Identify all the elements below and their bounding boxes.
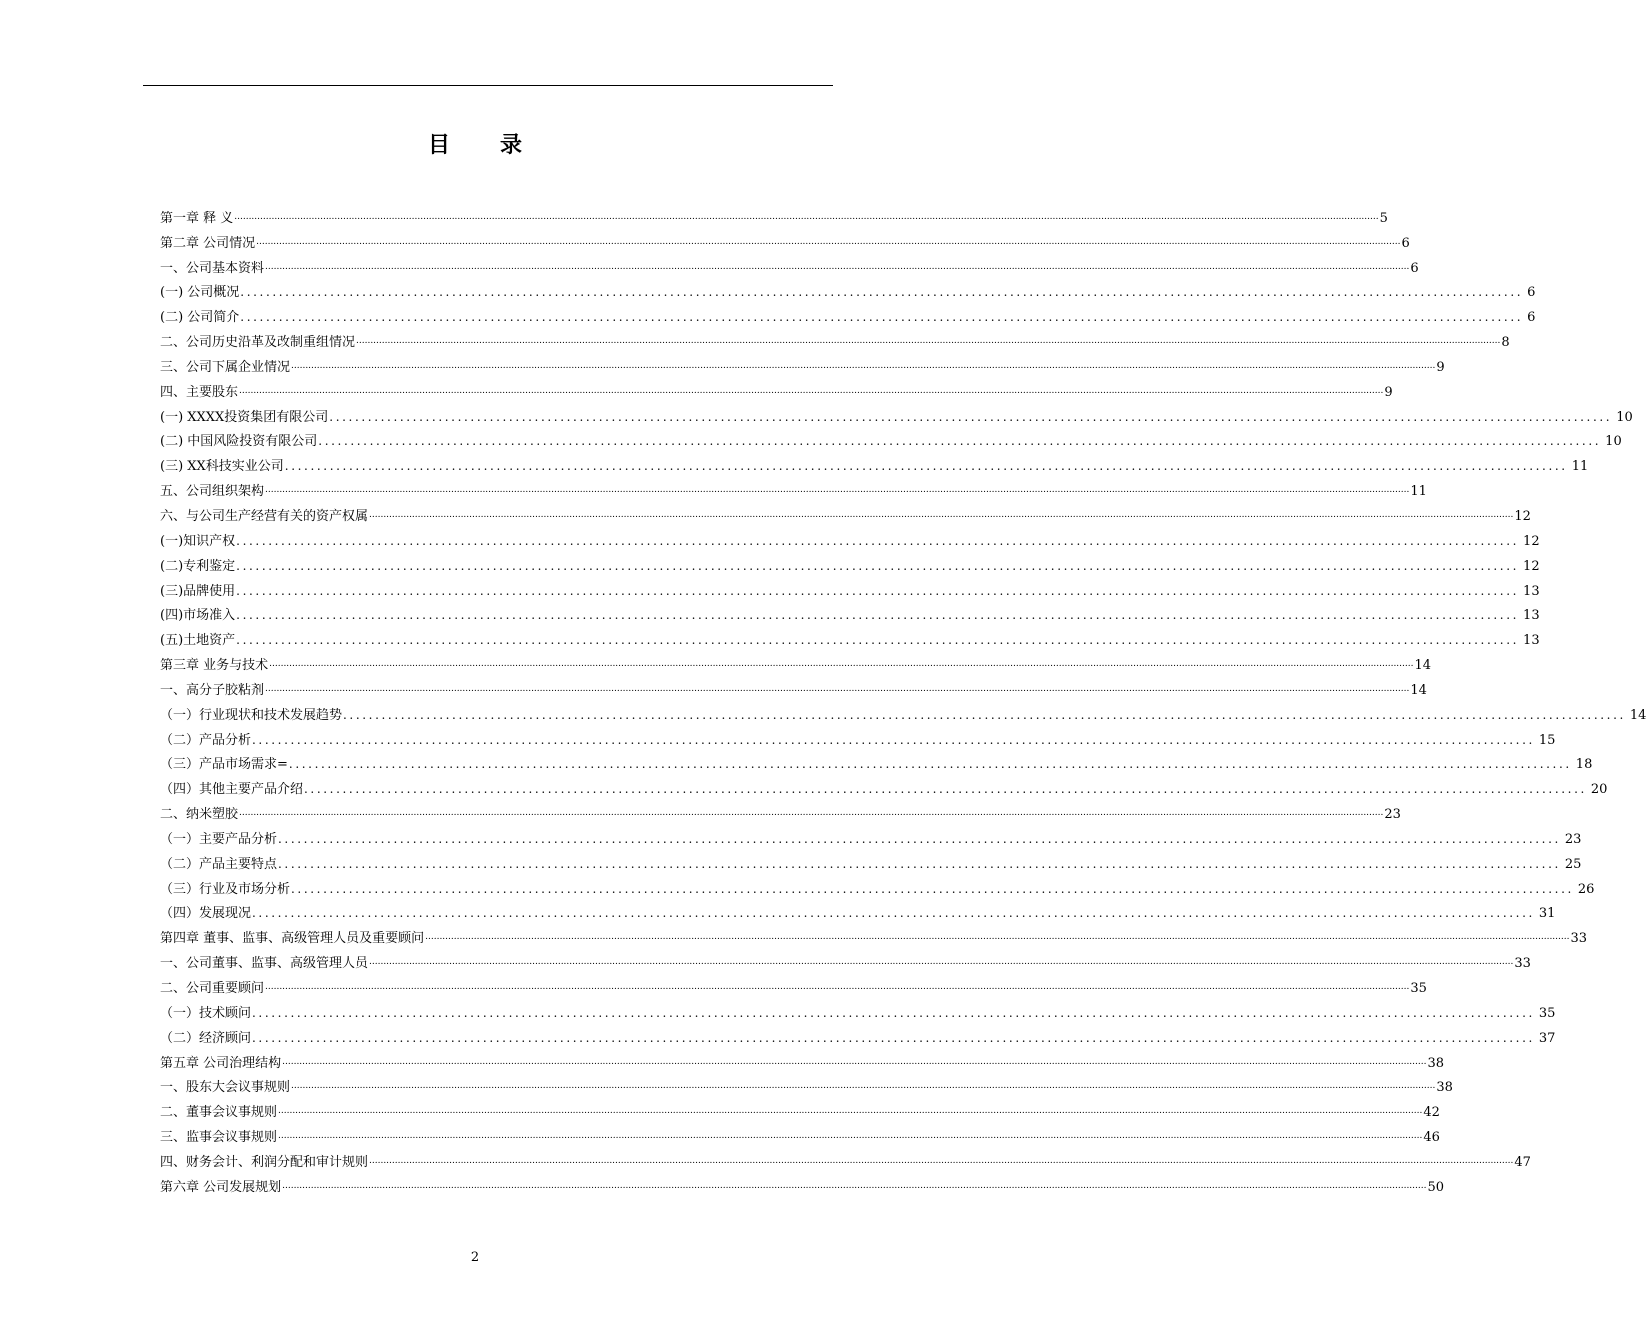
toc-entry-label: （一）技术顾问 <box>160 1005 252 1021</box>
toc-dot-leader: ........................................................................................................................................................................................................ <box>236 583 1520 598</box>
toc-entry[interactable] <box>160 798 1401 823</box>
toc-entry[interactable] <box>160 699 1646 724</box>
toc-entry[interactable] <box>160 1072 1453 1097</box>
toc-dot-leader: ........................................................................................................................................................................................................ <box>252 732 1535 747</box>
toc-entry-page: 9 <box>1384 384 1393 400</box>
toc-entry[interactable] <box>160 947 1531 972</box>
toc-entry[interactable] <box>160 475 1427 500</box>
toc-entry-page: 23 <box>1384 807 1401 823</box>
toc-entry[interactable] <box>160 848 1582 873</box>
toc-entry-page: 10 <box>1605 434 1622 450</box>
toc-entry-label: 四、财务会计、利润分配和审计规则 <box>160 1154 369 1170</box>
toc-entry-page: 6 <box>1527 285 1536 301</box>
toc-entry-label: (四)市场准入 <box>160 608 236 624</box>
toc-dot-leader: ................................................................................................................................................................................................................................................................................................................................................................................................................ <box>282 1056 1427 1067</box>
toc-dot-leader: ........................................................................................................................................................................................................ <box>252 1005 1535 1020</box>
page-title <box>0 128 950 159</box>
toc-entry-page: 10 <box>1616 409 1633 425</box>
toc-entry-page: 33 <box>1570 931 1588 947</box>
header-rule <box>143 85 833 86</box>
toc-entry[interactable] <box>160 525 1540 550</box>
toc-dot-leader: ................................................................................................................................................................................................................................................................................................................................................................................................................ <box>265 261 1410 272</box>
toc-entry[interactable] <box>160 1047 1445 1072</box>
toc-entry-page: 35 <box>1410 981 1427 996</box>
title-char-1: 目 <box>427 133 450 158</box>
toc-dot-leader: ................................................................................................................................................................................................................................................................................................................................................................................................................ <box>265 982 1410 992</box>
toc-entry-label: 一、高分子胶粘剂 <box>160 682 265 698</box>
toc-entry[interactable] <box>160 550 1540 575</box>
toc-entry-label: (二)专利鉴定 <box>160 558 236 574</box>
toc-entry[interactable] <box>160 749 1593 774</box>
toc-entry[interactable] <box>160 575 1540 600</box>
toc-entry-page: 6 <box>1527 310 1536 326</box>
toc-entry[interactable] <box>160 724 1556 749</box>
toc-dot-leader: ................................................................................................................................................................................................................................................................................................................................................................................................................ <box>425 932 1570 943</box>
toc-entry-label: 二、纳米塑胶 <box>160 807 239 823</box>
toc-entry[interactable] <box>160 401 1633 426</box>
toc-entry-label: (三)品牌使用 <box>160 583 236 599</box>
toc-entry-label: （二）产品主要特点 <box>160 856 278 872</box>
toc-entry-label: 二、公司重要顾问 <box>160 981 265 996</box>
toc-entry-page: 38 <box>1427 1055 1445 1071</box>
toc-dot-leader: ........................................................................................................................................................................................................ <box>288 757 1572 772</box>
toc-dot-leader: ................................................................................................................................................................................................................................................................................................................................................................................................................ <box>256 236 1401 247</box>
toc-entry-page: 8 <box>1501 335 1510 351</box>
toc-entry-label: (一)知识产权 <box>160 533 236 549</box>
toc-dot-leader: ................................................................................................................................................................................................................................................................................................................................................................................................................ <box>291 1081 1436 1092</box>
toc-entry-page: 42 <box>1423 1105 1440 1121</box>
toc-entry-label: 第二章 公司情况 <box>160 235 256 251</box>
toc-entry-page: 47 <box>1514 1154 1531 1170</box>
toc-dot-leader: ................................................................................................................................................................................................................................................................................................................................................................................................................ <box>291 360 1436 371</box>
toc-dot-leader: ........................................................................................................................................................................................................ <box>236 633 1520 648</box>
toc-entry-page: 46 <box>1423 1130 1440 1146</box>
toc-entry-label: 第六章 公司发展规划 <box>160 1179 282 1195</box>
toc-entry-label: 一、股东大会议事规则 <box>160 1080 291 1096</box>
toc-entry-label: （三）产品市场需求= <box>160 757 288 773</box>
toc-dot-leader: ................................................................................................................................................................................................................................................................................................................................................................................................................ <box>239 385 1384 396</box>
toc-entry-label: 第三章 业务与技术 <box>160 658 269 674</box>
toc-entry-page: 6 <box>1410 260 1419 276</box>
toc-dot-leader: ................................................................................................................................................................................................................................................................................................................................................................................................................ <box>269 659 1414 670</box>
toc-entry-label: 第五章 公司治理结构 <box>160 1055 282 1071</box>
toc-entry[interactable] <box>160 1121 1440 1146</box>
toc-dot-leader: ................................................................................................................................................................................................................................................................................................................................................................................................................ <box>278 1106 1423 1117</box>
toc-entry-label: 一、公司基本资料 <box>160 260 265 276</box>
toc-entry-page: 25 <box>1564 856 1582 872</box>
toc-entry-page: 31 <box>1538 906 1556 922</box>
toc-entry[interactable] <box>160 1146 1531 1171</box>
toc-entry[interactable] <box>160 376 1393 401</box>
toc-dot-leader: ........................................................................................................................................................................................................ <box>240 310 1524 325</box>
toc-entry-page: 12 <box>1514 508 1531 524</box>
toc-entry-label: （一）主要产品分析 <box>160 831 278 847</box>
toc-entry[interactable] <box>160 773 1608 798</box>
toc-entry[interactable] <box>160 202 1388 227</box>
toc-entry[interactable] <box>160 997 1556 1022</box>
toc-entry-page: 26 <box>1577 881 1595 897</box>
toc-entry[interactable] <box>160 624 1540 649</box>
toc-entry-label: (二) 中国风险投资有限公司 <box>160 434 318 450</box>
toc-entry-page: 23 <box>1564 831 1582 847</box>
page-number: 2 <box>470 1250 480 1265</box>
toc-dot-leader: ................................................................................................................................................................................................................................................................................................................................................................................................................ <box>369 957 1514 968</box>
toc-entry-label: 四、主要股东 <box>160 384 239 400</box>
toc-entry[interactable] <box>160 898 1556 923</box>
toc-dot-leader: ................................................................................................................................................................................................................................................................................................................................................................................................................ <box>369 1155 1514 1166</box>
toc-entry-page: 5 <box>1379 210 1388 226</box>
toc-entry-label: (一) 公司概况 <box>160 285 240 301</box>
toc-entry[interactable] <box>160 649 1432 674</box>
toc-entry-label: （四）其他主要产品介绍 <box>160 782 304 798</box>
toc-entry-label: (一) XXXX投资集团有限公司 <box>160 409 329 425</box>
toc-dot-leader: ........................................................................................................................................................................................................ <box>343 707 1626 722</box>
table-of-contents <box>160 202 1646 1196</box>
toc-entry-page: 37 <box>1538 1030 1556 1046</box>
toc-entry-label: 一、公司董事、监事、高级管理人员 <box>160 956 369 972</box>
toc-entry-label: 第四章 董事、监事、高级管理人员及重要顾问 <box>160 931 425 947</box>
toc-entry-label: 三、监事会议事规则 <box>160 1130 278 1146</box>
toc-entry-label: （三）行业及市场分析 <box>160 881 291 897</box>
toc-dot-leader: ........................................................................................................................................................................................................ <box>278 856 1561 871</box>
toc-entry-page: 12 <box>1523 533 1540 549</box>
toc-entry-page: 13 <box>1523 633 1540 649</box>
toc-entry[interactable] <box>160 823 1582 848</box>
toc-entry[interactable] <box>160 674 1427 699</box>
toc-entry-label: （一）行业现状和技术发展趋势 <box>160 707 343 723</box>
toc-dot-leader: ........................................................................................................................................................................................................ <box>236 608 1520 623</box>
toc-dot-leader: ........................................................................................................................................................................................................ <box>318 434 1602 449</box>
toc-dot-leader: ................................................................................................................................................................................................................................................................................................................................................................................................................ <box>234 211 1379 222</box>
toc-entry-label: 二、董事会议事规则 <box>160 1105 278 1121</box>
toc-entry[interactable] <box>160 426 1622 451</box>
toc-entry-label: 五、公司组织架构 <box>160 484 265 500</box>
toc-dot-leader: ........................................................................................................................................................................................................ <box>278 831 1561 846</box>
toc-dot-leader: ........................................................................................................................................................................................................ <box>236 558 1520 573</box>
toc-entry-page: 33 <box>1514 956 1531 972</box>
toc-entry[interactable] <box>160 873 1595 898</box>
toc-entry-page: 11 <box>1410 484 1427 500</box>
toc-entry-page: 11 <box>1571 459 1589 475</box>
toc-entry-page: 13 <box>1523 583 1540 599</box>
toc-entry-page: 50 <box>1427 1179 1445 1195</box>
toc-entry-page: 14 <box>1629 707 1646 723</box>
toc-dot-leader: ................................................................................................................................................................................................................................................................................................................................................................................................................ <box>265 683 1410 694</box>
toc-dot-leader: ........................................................................................................................................................................................................ <box>304 782 1587 797</box>
toc-entry-page: 14 <box>1414 658 1432 674</box>
toc-entry[interactable] <box>160 1171 1445 1196</box>
toc-entry[interactable] <box>160 1096 1440 1121</box>
toc-dot-leader: ........................................................................................................................................................................................................ <box>252 1030 1535 1045</box>
toc-entry-page: 15 <box>1538 732 1556 748</box>
toc-entry-page: 12 <box>1523 558 1540 574</box>
toc-entry[interactable] <box>160 450 1589 475</box>
toc-entry[interactable] <box>160 227 1410 252</box>
toc-dot-leader: ........................................................................................................................................................................................................ <box>329 409 1613 424</box>
toc-dot-leader: ................................................................................................................................................................................................................................................................................................................................................................................................................ <box>265 485 1410 496</box>
toc-dot-leader: ................................................................................................................................................................................................................................................................................................................................................................................................................ <box>239 808 1384 819</box>
toc-dot-leader: ........................................................................................................................................................................................................ <box>291 881 1574 896</box>
toc-entry-label: (二) 公司简介 <box>160 310 240 326</box>
toc-dot-leader: ........................................................................................................................................................................................................ <box>236 533 1520 548</box>
toc-dot-leader: ................................................................................................................................................................................................................................................................................................................................................................................................................ <box>369 509 1514 520</box>
toc-entry-page: 18 <box>1575 757 1593 773</box>
toc-entry-label: 第一章 释 义 <box>160 210 234 226</box>
toc-entry[interactable] <box>160 252 1419 277</box>
toc-entry-label: 二、公司历史沿革及改制重组情况 <box>160 335 356 351</box>
toc-entry[interactable] <box>160 922 1588 947</box>
toc-entry-label: （二）经济顾问 <box>160 1030 252 1046</box>
toc-entry-label: 六、与公司生产经营有关的资产权属 <box>160 508 369 524</box>
toc-entry-page: 13 <box>1523 608 1540 624</box>
toc-entry-page: 14 <box>1410 682 1427 698</box>
toc-dot-leader: ........................................................................................................................................................................................................ <box>252 906 1535 921</box>
toc-entry-label: (五)土地资产 <box>160 633 236 649</box>
toc-dot-leader: ................................................................................................................................................................................................................................................................................................................................................................................................................ <box>278 1131 1423 1142</box>
toc-entry-page: 38 <box>1436 1080 1453 1096</box>
toc-entry-label: 三、公司下属企业情况 <box>160 359 291 375</box>
toc-entry[interactable] <box>160 600 1540 625</box>
toc-entry[interactable] <box>160 500 1531 525</box>
toc-dot-leader: ........................................................................................................................................................................................................ <box>240 285 1524 300</box>
toc-entry-page: 9 <box>1436 359 1445 375</box>
toc-entry-page: 6 <box>1401 235 1410 251</box>
title-char-2: 录 <box>500 133 523 158</box>
toc-entry[interactable] <box>160 301 1536 326</box>
toc-entry[interactable] <box>160 351 1445 376</box>
toc-entry-page: 35 <box>1538 1005 1556 1021</box>
toc-entry[interactable] <box>160 326 1510 351</box>
toc-dot-leader: ................................................................................................................................................................................................................................................................................................................................................................................................................ <box>282 1180 1427 1191</box>
toc-entry-label: （二）产品分析 <box>160 732 252 748</box>
toc-entry[interactable] <box>160 277 1536 302</box>
toc-entry-label: (三) XX科技实业公司 <box>160 459 284 475</box>
toc-entry[interactable] <box>160 1022 1556 1047</box>
toc-entry-page: 20 <box>1590 782 1608 798</box>
toc-dot-leader: ................................................................................................................................................................................................................................................................................................................................................................................................................ <box>356 336 1501 347</box>
toc-dot-leader: ........................................................................................................................................................................................................ <box>284 459 1568 474</box>
toc-entry[interactable] <box>160 972 1427 997</box>
toc-entry-label: （四）发展现况 <box>160 906 252 922</box>
